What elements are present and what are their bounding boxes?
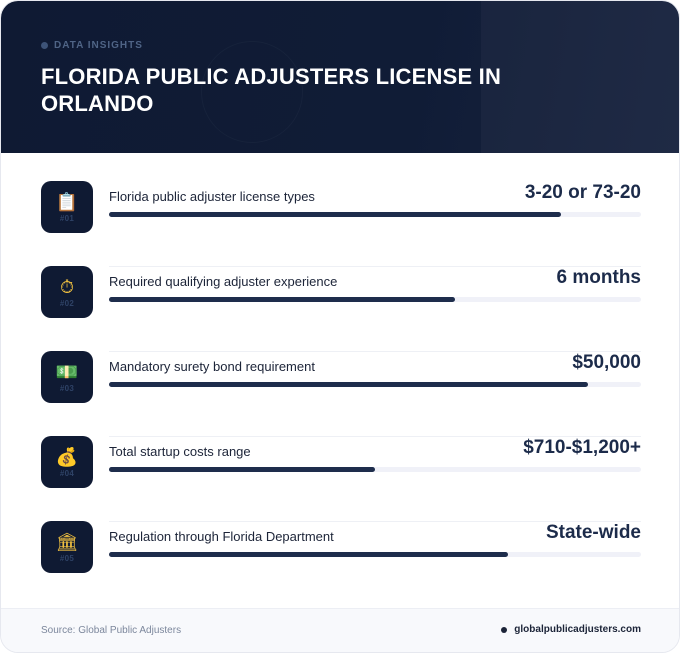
- stat-number: #02: [59, 298, 75, 308]
- stat-icon-box: [41, 351, 93, 403]
- stat-number: #03: [59, 383, 75, 393]
- site-url[interactable]: globalpublicadjusters.com: [514, 624, 641, 635]
- stat-row-regulation: [41, 521, 641, 591]
- money-icon: 💵: [55, 361, 79, 382]
- stat-value: 6 months: [556, 267, 641, 288]
- progress-fill: [109, 212, 561, 217]
- progress-fill: [109, 382, 588, 387]
- clipboard-icon: 📋: [55, 191, 79, 212]
- stat-value: 3-20 or 73-20: [524, 182, 641, 203]
- bullet-dot-icon: [501, 627, 507, 633]
- site-link[interactable]: [501, 624, 641, 635]
- stat-label: Required qualifying adjuster experience: [109, 274, 338, 289]
- progress-track: [109, 467, 641, 472]
- stat-row-experience: [41, 266, 641, 336]
- progress-track: [109, 382, 641, 387]
- stat-value: State-wide: [545, 522, 641, 543]
- stat-label: Total startup costs range: [109, 444, 251, 459]
- money-bag-icon: 💰: [55, 446, 79, 467]
- stat-icon-box: [41, 266, 93, 318]
- stat-row-surety-bond: [41, 351, 641, 421]
- stat-icon-box: [41, 436, 93, 488]
- stat-value: $50,000: [572, 352, 641, 373]
- progress-fill: [109, 297, 455, 302]
- stat-label: Regulation through Florida Department: [109, 529, 334, 544]
- stat-label: Florida public adjuster license types: [109, 189, 315, 204]
- eyebrow-text: DATA INSIGHTS: [54, 39, 143, 51]
- stat-number: #04: [59, 468, 75, 478]
- footer: [1, 608, 680, 653]
- source-text: Source: Global Public Adjusters: [41, 625, 182, 636]
- stat-icon-box: [41, 521, 93, 573]
- progress-fill: [109, 552, 508, 557]
- stat-label: Mandatory surety bond requirement: [109, 359, 315, 374]
- progress-track: [109, 212, 641, 217]
- stopwatch-icon: ⏱: [59, 276, 75, 297]
- stat-row-license-types: [41, 181, 641, 251]
- eyebrow-dot: [41, 42, 48, 49]
- progress-track: [109, 297, 641, 302]
- header: [1, 1, 680, 153]
- stat-number: #01: [59, 213, 75, 223]
- stat-icon-box: [41, 181, 93, 233]
- stat-value: $710-$1,200+: [523, 437, 641, 458]
- eyebrow: [41, 39, 143, 51]
- stat-row-startup-costs: [41, 436, 641, 506]
- stat-number: #05: [59, 553, 75, 563]
- page-title: FLORIDA PUBLIC ADJUSTERS LICENSE IN ORLANDO: [41, 64, 502, 116]
- bank-icon: 🏛: [55, 531, 79, 552]
- progress-fill: [109, 467, 375, 472]
- progress-track: [109, 552, 641, 557]
